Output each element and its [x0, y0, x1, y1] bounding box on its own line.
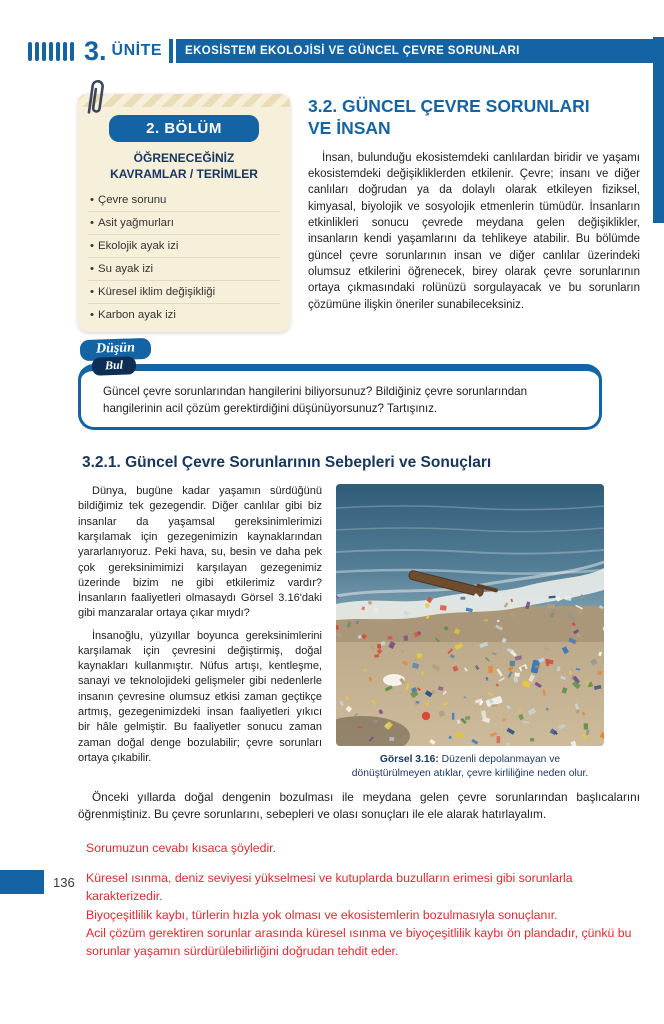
list-item: • Çevre sorunu — [88, 189, 280, 211]
concepts-list — [88, 189, 280, 326]
think-find-question: Güncel çevre sorunlarından hangilerini biliyorsunuz? Bildiğiniz çevre sorunlarından hangilerinin acil çözüm gerektirdiğini düşünüyorsunuz? Tartışınız. — [103, 385, 528, 415]
body-text-column — [78, 484, 322, 781]
concepts-sidebar-card — [78, 94, 290, 332]
unit-title: EKOSİSTEM EKOLOJİSİ VE GÜNCEL ÇEVRE SORUNLARI — [185, 45, 520, 57]
page-number-bar — [0, 870, 44, 894]
figure-3-16 — [336, 484, 604, 781]
section-intro-paragraph: İnsan, bulunduğu ekosistemdeki canlılardan biridir ve yaşamı ekosistemdeki değişikliklerden etkilenir. Çevre; insanı ve diğer canlıları doğrudan ya da dolaylı olarak etkileyen fiziksel, kimyasal, biyolojik ve sosyolojik etmenlerin tümüdür. İnsanların etkinlikleri sonucu çevrede meydana gelen değişiklikler, insanların kendi yaşamlarını da tehlikeye atabilir. Bu bölümde güncel çevre sorunlarının insan ve diğer canlılar üzerindeki olumsuz etkilerini öğrenecek, birey olarak çevre sorunlarının ortaya çıkmasındaki rolünüzü sorgulayacak ve bu sorunların çözümüne ilişkin öneriler sunabileceksiniz. — [308, 151, 640, 311]
paperclip-icon — [82, 77, 108, 119]
section-badge: 2. BÖLÜM — [109, 115, 259, 142]
unit-bars-icon — [28, 42, 74, 61]
body-row — [78, 484, 640, 781]
section-intro — [308, 94, 640, 332]
intro-row — [78, 94, 640, 332]
body-paragraph-2: İnsanoğlu, yüzyıllar boyunca gereksinimlerini karşılamak için çevresini değiştirmiş, doğal kaynakları kullanmıştır. Nüfus artışı, kentleşme, sanayi ve teknolojideki gelişmeler gibi nedenlerle insanın çevresine olumsuz etkisi zaman geçtikçe artmış, gezegenimizdeki insan faaliyetleri yıkıcı bir hâle gelmiştir. Bu faaliyetler sonucu zaman zaman doğal denge bozulabilir; çevre sorunları ortaya çıkabilir. — [78, 629, 322, 764]
badge-dusun: Düşün — [80, 338, 152, 361]
list-item: • Asit yağmurları — [88, 211, 280, 234]
answer-line: Biyoçeşitlilik kaybı, türlerin hızla yok olması ve ekosistemlerin bozulmasıyla sonuçlanır. — [86, 907, 558, 922]
list-item: • Ekolojik ayak izi — [88, 234, 280, 257]
student-answer-block — [78, 839, 640, 960]
unit-label: ÜNİTE — [111, 42, 163, 59]
figure-caption — [336, 753, 604, 781]
unit-separator-bar — [169, 39, 173, 63]
section-title: 3.2. GÜNCEL ÇEVRE SORUNLARI VE İNSAN — [308, 96, 590, 138]
page-number: 136 — [53, 874, 75, 890]
body-paragraph-3: Önceki yıllarda doğal dengenin bozulması ile meydana gelen çevre sorunlarından başlıcalarını öğrenmiştiniz. Bu çevre sorunlarını, sebepleri ve olası sonuçları ile ele alarak hatırlayalım. — [78, 789, 640, 821]
unit-number: 3. — [84, 35, 107, 66]
body-paragraph-1: Dünya, bugüne kadar yaşamın sürdüğünü bildiğimiz tek gezegendir. Diğer canlılar gibi biz insanlar da yaşamsal gereksinimlerimizi karşılamak için gezegenimizin kaynaklarından yararlanıyoruz. Peki hava, su, besin ve daha pek çok gereksinimimizi karşılayan gezegenimiz üzerinde bizim ne gibi etkilerimiz vardır? İnsanların faaliyetleri olmasaydı Görsel 3.16'daki gibi manzaralar ortaya çıkar mıydı? — [78, 485, 322, 620]
unit-header — [28, 36, 664, 66]
think-find-badge — [80, 339, 151, 375]
list-item: • Küresel iklim değişikliği — [88, 280, 280, 303]
badge-bul: Bul — [92, 356, 137, 376]
unit-title-strip — [176, 39, 664, 63]
think-find-box — [78, 364, 602, 430]
list-item: • Karbon ayak izi — [88, 303, 280, 326]
answer-line: Acil çözüm gerektiren sorunlar arasında küresel ısınma ve biyoçeşitlilik kaybı ön plandadır, çünkü bu sorunlar yaşamın sürdürülebilirliğini doğrudan tehdit eder. — [86, 925, 632, 958]
figure-caption-text: Düzenli depolanmayan ve dönüştürülmeyen atıklar, çevre kirliliğine neden olur. — [351, 754, 589, 779]
page-number-row — [0, 870, 75, 894]
card-decorative-band — [78, 94, 290, 107]
answer-line: Küresel ısınma, deniz seviyesi yükselmesi ve kutuplarda buzulların erimesi gibi sorunlarla karakterizedir. — [86, 871, 573, 904]
figure-caption-label: Görsel 3.16: — [379, 754, 439, 766]
subsection-title: 3.2.1. Güncel Çevre Sorunlarının Sebepleri ve Sonuçları — [82, 454, 492, 472]
concepts-heading: ÖĞRENECEĞİNİZ KAVRAMLAR / TERİMLER — [110, 151, 258, 181]
think-find-activity — [78, 340, 602, 430]
beach-litter-photo — [336, 484, 604, 746]
list-item: • Su ayak izi — [88, 257, 280, 280]
page-content — [78, 94, 640, 960]
answer-intro: Sorumuzun cevabı kısaca şöyledir. — [86, 841, 277, 856]
